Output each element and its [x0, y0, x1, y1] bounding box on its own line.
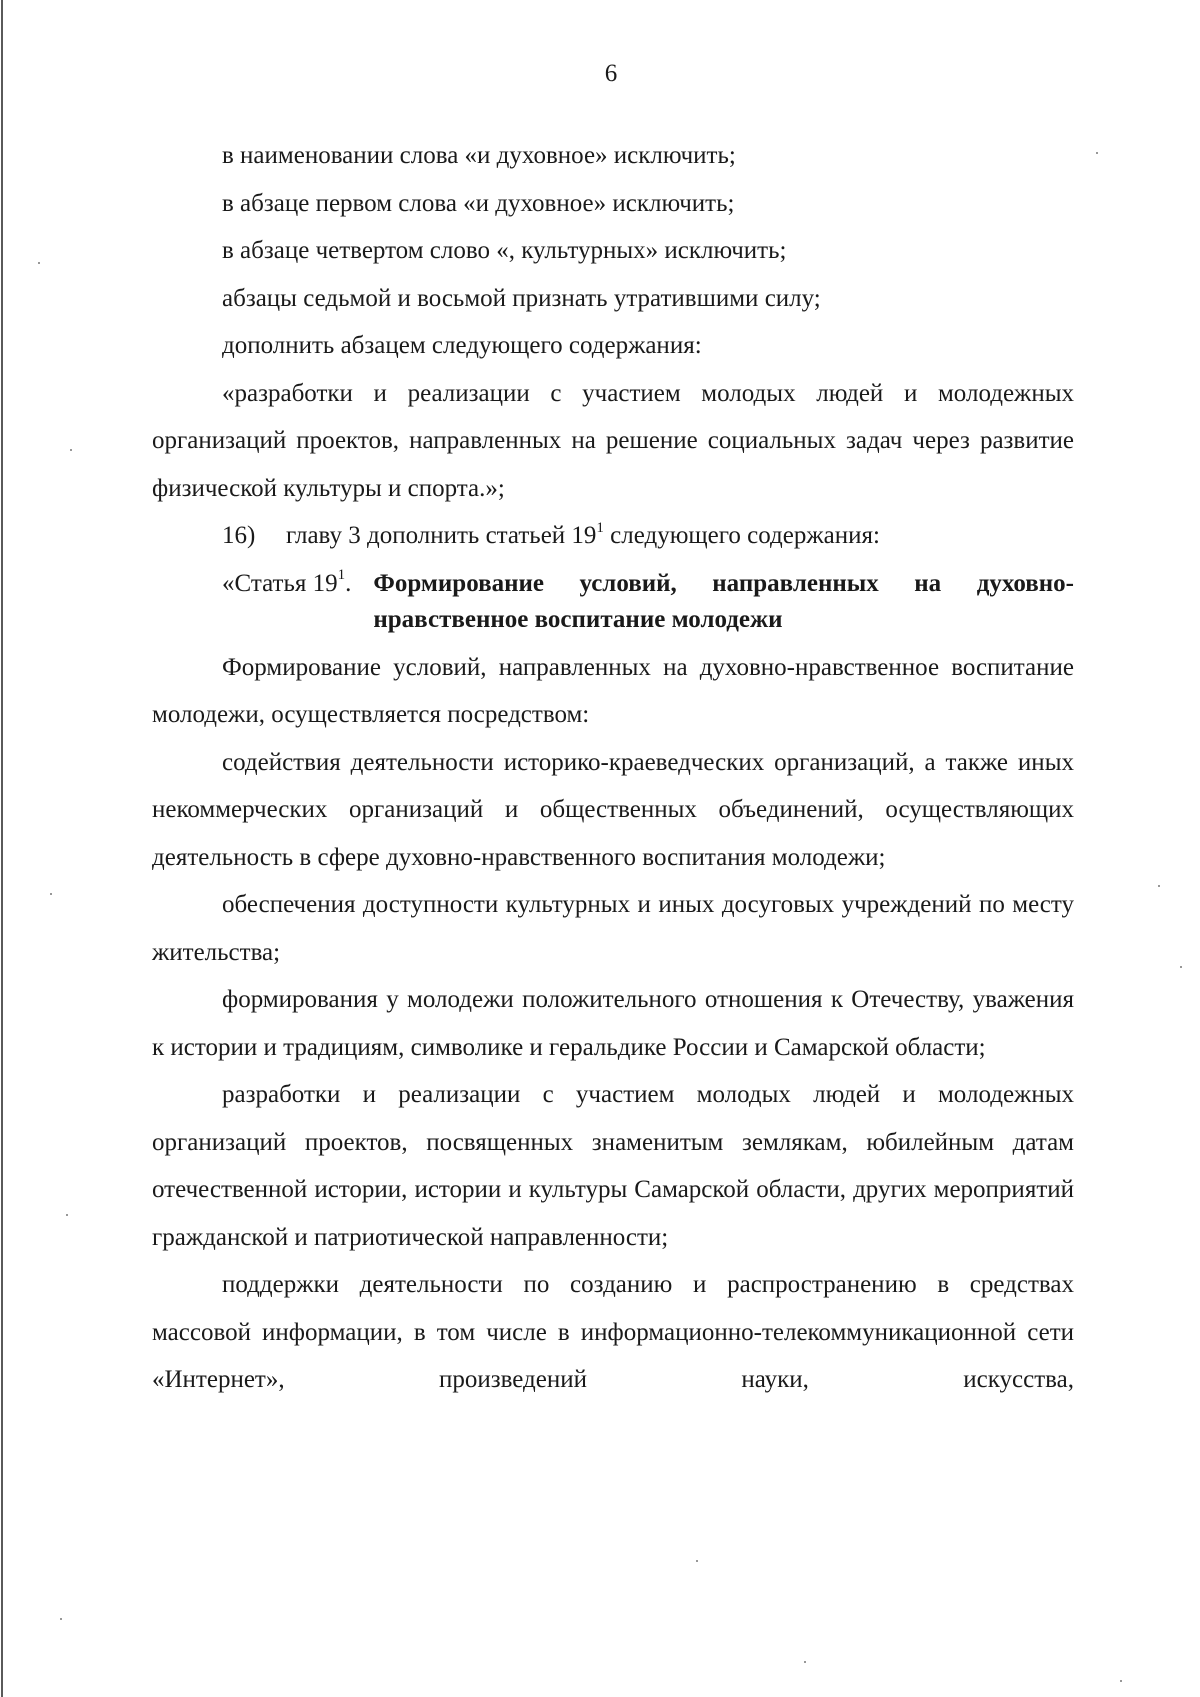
scan-speck: [38, 262, 40, 264]
article-item-accessibility: обеспечения доступности культурных и иных досуговых учреждений по месту жительства;: [152, 891, 1074, 966]
article-item-support: содействия деятельности историко-краеведческих организаций, а также иных некоммерческих организаций и общественных объединений, осуществляющих деятельность в сфере духовно-нравственного воспитания молодежи;: [152, 748, 1074, 871]
article-item-patriotism: формирования у молодежи положительного отношения к Отечеству, уважения к истории и традициям, символике и геральдике России и Самарской области;: [152, 986, 1074, 1061]
scan-speck: [696, 1560, 698, 1562]
page-number: 6: [604, 60, 618, 87]
item-16: [152, 512, 1074, 560]
scan-edge-line: [1, 0, 3, 1697]
scan-speck: [1120, 1680, 1122, 1682]
article-intro: Формирование условий, направленных на духовно-нравственное воспитание молодежи, осуществляется посредством:: [152, 653, 1074, 728]
document-body: [152, 132, 1074, 1404]
scan-speck: [804, 1661, 806, 1663]
article-label-superscript: 1: [337, 567, 346, 584]
article-item-media: поддержки деятельности по созданию и распространению в средствах массовой информации, в том числе в информационно-телекоммуникационной сети «Интернет», произведений науки, искусства,: [152, 1271, 1074, 1393]
article-item-projects: разработки и реализации с участием молодых людей и молодежных организаций проектов, посвященных знаменитым землякам, юбилейным датам отечественной истории, истории и культуры Самарской области, других мероприятий гражданской и патриотической направленности;: [152, 1081, 1074, 1251]
paragraph-add-abzac: дополнить абзацем следующего содержания:: [222, 332, 702, 359]
item-text-after: следующего содержания:: [603, 522, 880, 549]
paragraph-fourth-abzac-amendment: в абзаце четвертом слово «, культурных» исключить;: [222, 237, 787, 264]
item-superscript: 1: [596, 519, 604, 536]
scan-speck: [60, 1618, 62, 1620]
item-text-before: главу 3 дополнить статьей 19: [286, 522, 597, 549]
paragraph-first-abzac-amendment: в абзаце первом слова «и духовное» исключить;: [222, 189, 735, 217]
item-number: 16): [222, 522, 256, 549]
scan-speck: [70, 449, 72, 451]
paragraph-title-amendment: в наименовании слова «и духовное» исключить;: [222, 142, 736, 169]
article-heading: [152, 560, 1074, 644]
article-label: «Статья $19^1$.: [222, 567, 352, 597]
scan-speck: [1096, 152, 1098, 154]
article-title: Формирование условий, направленных на духовно-нравственное воспитание молодежи: [373, 569, 1074, 633]
scan-speck: [1158, 885, 1160, 887]
scan-speck: [66, 1214, 68, 1216]
scan-speck: [50, 893, 52, 895]
paragraph-repeal-abzacs: абзацы седьмой и восьмой признать утратившими силу;: [222, 284, 821, 312]
paragraph-new-abzac-text: «разработки и реализации с участием молодых людей и молодежных организаций проектов, направленных на решение социальных задач через развитие физической культуры и спорта.»;: [152, 379, 1074, 502]
scan-speck: [1180, 966, 1182, 968]
